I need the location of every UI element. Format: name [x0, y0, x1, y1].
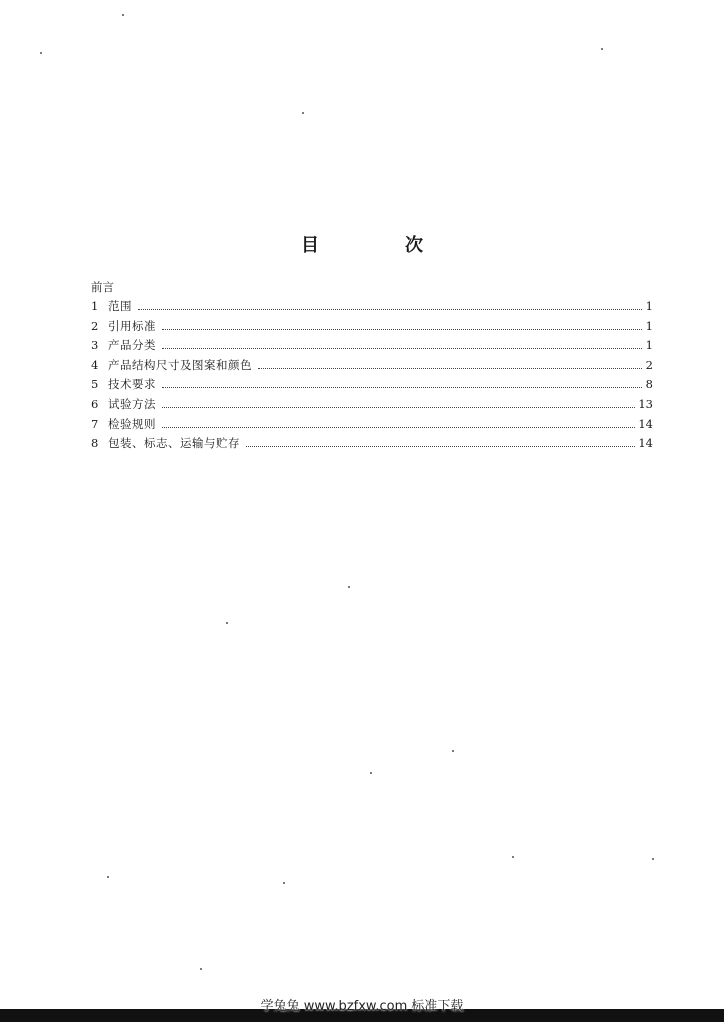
toc-entry-number: 8 — [91, 436, 99, 451]
toc-leader-dots — [246, 445, 635, 447]
toc-entry-page: 8 — [645, 377, 653, 392]
toc-entry-page: 14 — [638, 416, 653, 431]
toc-leader-dots — [162, 328, 642, 330]
scan-speck — [302, 112, 304, 114]
toc-entry-number: 5 — [91, 377, 99, 392]
toc-entry-number: 4 — [91, 357, 99, 372]
scan-speck — [370, 772, 372, 774]
scan-speck — [283, 882, 285, 884]
toc-leader-dots — [162, 406, 635, 408]
scan-speck — [512, 856, 514, 858]
scan-speck — [652, 858, 654, 860]
toc-leader-dots — [258, 367, 642, 369]
toc-preface: 前言 — [91, 280, 114, 294]
scan-speck — [452, 750, 454, 752]
toc-entry — [91, 356, 653, 376]
toc-leader-dots — [138, 308, 642, 310]
toc-entry — [91, 395, 653, 415]
table-of-contents — [91, 278, 653, 454]
toc-entry-number: 6 — [91, 396, 99, 411]
toc-entry — [91, 297, 653, 317]
toc-entry-title: 范围 — [108, 299, 132, 313]
toc-entry-title: 产品结构尺寸及图案和颜色 — [108, 357, 252, 372]
scan-speck — [40, 52, 42, 54]
scan-speck — [122, 14, 124, 16]
scan-speck — [348, 586, 350, 588]
toc-entry — [91, 336, 653, 356]
toc-entry-page: 14 — [638, 436, 653, 451]
toc-leader-dots — [162, 347, 642, 349]
scan-speck — [200, 968, 202, 970]
toc-entry-title: 试验方法 — [108, 396, 156, 411]
scan-speck — [601, 48, 603, 50]
toc-entry-page: 2 — [645, 357, 653, 372]
scan-speck — [226, 622, 228, 624]
scan-speck — [107, 876, 109, 878]
toc-entry-number: 1 — [91, 299, 99, 313]
toc-entry-page: 1 — [645, 299, 653, 313]
toc-entry — [91, 317, 653, 337]
toc-entry — [91, 415, 653, 435]
toc-entry-number: 7 — [91, 416, 99, 431]
toc-leader-dots — [162, 386, 642, 388]
toc-entry-title: 检验规则 — [108, 416, 156, 431]
toc-entry-page: 13 — [638, 396, 653, 411]
toc-entry — [91, 434, 653, 454]
toc-entry-number: 3 — [91, 338, 99, 353]
toc-entry-title: 产品分类 — [108, 338, 156, 353]
toc-entry-title: 包装、标志、运输与贮存 — [108, 436, 240, 451]
toc-entry-title: 技术要求 — [108, 377, 156, 392]
toc-entry-page: 1 — [645, 338, 653, 353]
toc-leader-dots — [162, 426, 635, 428]
toc-entry-page: 1 — [645, 318, 653, 333]
watermark-text: 学兔兔 www.bzfxw.com 标准下载 — [260, 999, 464, 1014]
toc-entry-title: 引用标准 — [108, 318, 156, 333]
toc-entry — [91, 375, 653, 395]
toc-entry-number: 2 — [91, 318, 99, 333]
page-title: 目 次 — [301, 235, 457, 256]
